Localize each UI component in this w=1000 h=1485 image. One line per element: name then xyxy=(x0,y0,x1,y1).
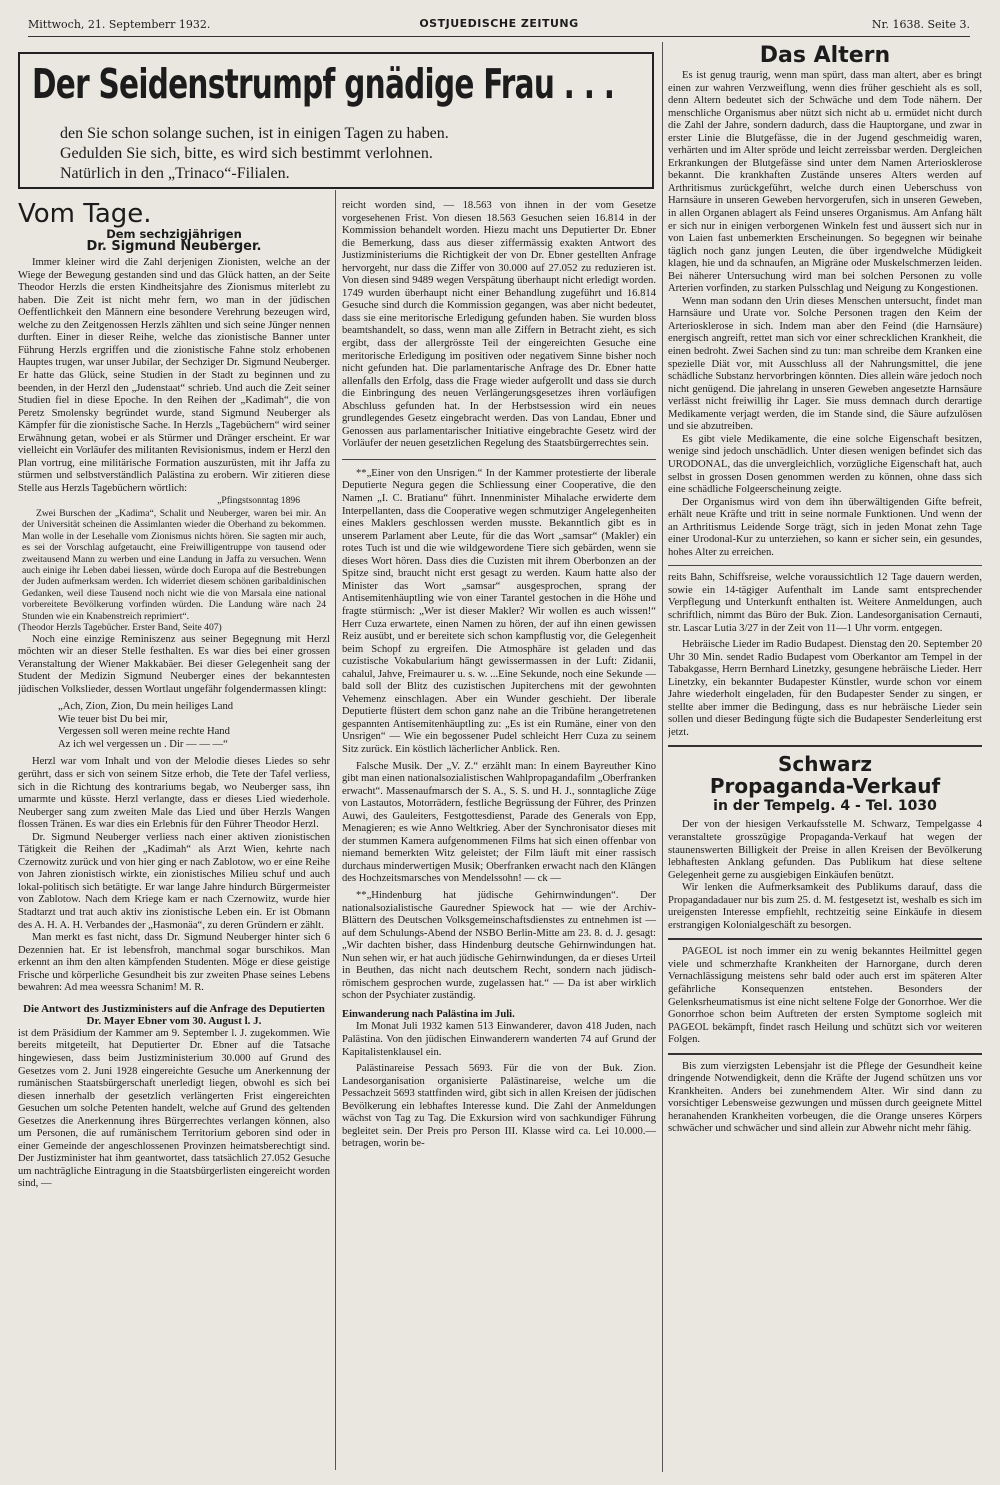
divider-line xyxy=(342,459,656,460)
article-title: Das Altern xyxy=(759,43,891,68)
paragraph: Herzl war vom Inhalt und von der Melodie dieses Liedes so sehr gerührt, dass er sich von seinem Sitze erhob, die Tete der Tafel verliess, sich in die Richtung des kontrariums begab, wo Neuberger sass, ihn umarmte und küsste. Herzl verlangte, dass er dieses Lied wiederhole. Neuberger sang zum zweiten Male das Lied und über Herzls Wangen flossen Tränen. Es war dies ein Erlebnis für den Führer Theodor Herzl. xyxy=(18,756,330,831)
paragraph: Wir lenken die Aufmerksamkeit des Publikums darauf, dass die Propagandadauer nur bis zum 25. d. M. festgesetzt ist, weshalb es sich im ureigensten Interesse empfiehlt, rechtzeitig seine Einkäufe in diesem erstrangigen Kolonialgeschäft zu besorgen. xyxy=(668,882,982,931)
ad-headline: Der Seidenstrumpf gnädige Frau . . . xyxy=(32,60,615,108)
header-page-number: Nr. 1638. Seite 3. xyxy=(871,18,970,31)
divider-line xyxy=(668,938,982,940)
paragraph: **„Einer von den Unsrigen.“ In der Kammer protestierte der liberale Deputierte Negura gegen die Schliessung einer Cooperative, die den Namen „I. C. Bratianu“ führt. Innenminister Mihalache erwiderte dem Interpellanten, dass die Cooperative wegen schmutziger Angelegenheiten eines Maklers geschlossen werden musste. Bekanntlich gibt es in unserem Parlament aber Leute, für die das Wort „samsar“ (Makler) ein rotes Tuch ist und die wie wildgewordene Tiere sich gebärden, wenn sie dieses Wort hören. Dass dies die Cuzisten mit ihrem Oberbonzen an der Spitze sind, braucht nicht erst gesagt zu werden. Kaum hatte also der Minister das Wort „samsar“ ausgesprochen, sprang der Antisemitenhäuptling wie von einer Tarantel gestochen in die Höhe und fragte stürmisch: „Wer ist dieser Makler? Wir wollen es auch wissen!“ Herr Cuza erwartete, einen Namen zu hören, der auf ihn einen gewissen Reiz ausübt, und er bereitete sich schon kampflustig vor, die Gelegenheit beim Schopf zu ergreifen. Die Atmosphäre ist geladen und das cuzistische Vokabularium hängt gewissermassen in der Luft: Zidanii, cahalul, Jahve, Freimaurer u. s. w. ...Eine Sekunde, noch eine Sekunde — bald soll der Blitz des cuzistischen Jupiterchens mit der gewohnten Vehemenz einschlagen. Aber ein Wunder geschieht. Der liberale Deputierte flüstert dem schon ganz nahe an die Tribüne herangetretenen gespannten Antisemitenhäuptling zu: „Es ist ein Rumäne, einer von den Unsrigen“ — Wie ein begossener Pudel schleicht Herr Cuza zu seinem Sitz zurück. Ein köstlich lächerlicher Anblick. Ren. xyxy=(342,467,656,755)
poem-line: Vergessen soll weren meine rechte Hand xyxy=(58,726,230,738)
ad-title: Propaganda-Verkauf xyxy=(709,774,941,799)
article-title: Die Antwort des Justizministers auf die Anfrage des Deputierten Dr. Mayer Ebner vom 30. August l. J. xyxy=(23,1002,325,1028)
poem-line: Wie teuer bist Du bei mir, xyxy=(58,713,168,725)
paragraph: reits Bahn, Schiffsreise, welche voraussichtlich 12 Tage dauern werden, sowie ein 14-tägiger Aufenthalt im Lande samt entsprechender Verpflegung und Unterkunft enthalten ist. Weitere Anmeldungen, auch schriftlich, nimmt das Büro der Buk. Zion. Landesorganisation Cernauti, str. Lascar Lutia 3/27 in der Zeit von 11—1 Uhr vorm. entgegen. xyxy=(668,572,982,634)
section-title: Vom Tage. xyxy=(18,200,152,229)
paragraph: Dr. Sigmund Neuberger verliess nach einer aktiven zionistischen Tätigkeit die Reihen der „Kadimah“ als Arzt Wien, kehrte nach Czernowitz zurück und von hier ging er nach Zablotow, wo er eine Reihe von Jahren zionistisch wirkte, ein zionistisches Milieu schuf und auch lokal-politisch sich betätigte. Er war lange Jahre hindurch Bürgermeister von Zablotow. Nach dem Kriege kam er nach Czernowitz, wurde hier Stadtarzt und trat auch aktiv ins zionistische Leben ein. Er ist Obmann des A. H. A. H. Verbandes der „Hasmonäa“, zu deren Gründern er zählt. xyxy=(18,831,330,931)
column-divider xyxy=(662,42,663,1472)
column-1 xyxy=(18,200,330,1475)
paragraph: Bis zum vierzigsten Lebensjahr ist die Pflege der Gesundheit keine dringende Notwendigkeit, denn die Kräfte der Jugend schützen uns vor Krankheiten. Anders bei zunehmendem Alter. Wir sind dann zu vorsichtiger Lebensweise gezwungen und müssen durch geeignete Mittel heranahenden Krankheiten vorbeugen, die die Orange unseres Körpers schwächer und schwächer und sind allein zur Abwehr nicht mehr fähig. xyxy=(668,1060,982,1135)
paragraph: **„Hindenburg hat jüdische Gehirnwindungen“. Der nationalsozialistische Gauredner Spiewock hat — wie der Archiv-Blättern des Deutschen Volksgemeinschaftsdienstes zu entnehmen ist — auf dem Schulungs-Abend der NSBO Berlin-Mitte am 23. 8. d. J. gesagt: „Wir dachten bisher, dass Hindenburg deutsche Gehirnwindungen hat. Nun sehen wir, er hat auch jüdische Gehirnwindungen, da er dieses Urteil in Beuthen, das nicht nach deutschem Recht, sondern nach jüdisch-römischem gesprochen wurde, zugelassen hat.“ — Da ist aber wirklich schon der Psychiater zuständig. xyxy=(342,889,656,1002)
divider-line xyxy=(668,1053,982,1055)
ad-subtitle: in der Tempelg. 4 - Tel. 1030 xyxy=(713,798,937,815)
paragraph: Palästinareise Pessach 5693. Für die von der Buk. Zion. Landesorganisation organisierte Palästinareise, welche um die Pessachzeit 5693 stattfinden wird, gibt sich in allen Kreisen der jüdischen Bevölkerung ein lebhaftes Interesse kund. Die Zahl der Anmeldungen wächst von Tag zu Tag. Die Exkursion wird von sachkundiger Führung begleitet sein. Der Preis pro Person III. Klasse wird ca. Lei 10.000.— betragen, worin be- xyxy=(342,1063,656,1150)
paragraph: Wenn man sodann den Urin dieses Menschen untersucht, findet man Harnsäure und Urate vor. Solche Personen tragen den Keim der Arteriosklerose in sich. Indem man aber den Feind (die Harnsäure) energisch angreift, rettet man sich vor einer schrecklichen Krankheit, die einen bedroht. Zwei Sachen sind zu tun: man schreibe dem Kranken eine spezielle Diät vor, mit Ausschluss all der Nahrungsmittel, die jene schädliche Substanz hervorbringen könnten. Dies allein wäre jedoch noch nicht genügend. Die jahrelang in unseren Geweben angesetzte Harnsäure verlässt nicht freiwillig ihr Lager. Sie muss demnach durch derartige Medikamente verjagt werden, die im Stande sind, die Säure aufzulösen und sie abzutreiben. xyxy=(668,295,982,433)
ad-line: Gedulden Sie sich, bitte, es wird sich bestimmt verlohnen. xyxy=(60,145,433,162)
paragraph: Es ist genug traurig, wenn man spürt, dass man altert, aber es bringt einen zur wahren Verzweiflung, wenn dies früher geschieht als es soll, denn Altern bedeutet sich der Schwäche und dem Tode nähern. Der menschliche Organismus aber nützt sich nicht ab u. ermüdet nicht durch die Zahl der Jahre, sondern dadurch, dass die Hauptorgane, und zwar in erster Linie die Blutgefässe, die in der Jugend geschmeidig waren, verhärten und im Alter spröde und leicht zerreissbar werden. Dergleichen Erkrankungen der Blutgefässe sind unter dem Namen Arteriosklerose bekannt. Die krankhaften Zustände unseres Alters werden auf Arthritismus zurückgeführt, welche durch einen Ueberschuss von Harnsäure in unseren Geweben hervorgerufen, sich in unseren Geweben, in allen Organen ablagert als Feind unseres Organismus. Am Anfang hält er sich nur in einigen verborgenen Winkeln fest und äussert sich nur in von Laien fast unbemerkten Erscheinungen. So begegnen wir beinahe täglich noch ganz jungen Leuten, die über irgendwelche Müdigkeit klagen, hie und da schnaufen, an Migräne oder Muskelschmerzen leiden. Bei näherer Untersuchung wird man bei solchen Personen zu volle Arterien vorfinden, zu starken Pulsschlag und Neigung zu Kongestionen. xyxy=(668,70,982,295)
article-title: Dr. Sigmund Neuberger. xyxy=(86,238,262,254)
paragraph: ist dem Präsidium der Kammer am 9. September l. J. zugekommen. Wie bereits mitgeteilt, hat Deputierter Dr. Ebner auf die Tatsache hingewiesen, dass beim Justizministerium 30.000 auf Grund des Gesetzes vom 2. Juni 1928 eingereichte Gesuche um Anerkennung der rumänischen Staatsbürgerschaft unerledigt liegen, obwohl es sich bei diesen innerhalb der gesetzlich verlängerten Frist eingereichten Gesuchen um solche Petenten handelt, welche auf Grund des geltenden Gesetzes die Anerkennung ihres Bürgerrechtes verlangen können, also um Personen, die auf rumänischem Territorium geboren sind oder in einer Gemeinde der angeschlossenen Provinzen heimatsberechtigt sind. Der Justizminister hat ihm geantwortet, dass tatsächlich 27.052 Gesuche um nachträgliche Eintragung in die Staatsbürgerlisten eingereicht worden sind, — xyxy=(18,1027,330,1190)
poem-line: Az ich wel vergessen un . Dir — — —“ xyxy=(58,738,228,750)
column-2 xyxy=(342,200,656,1475)
header-newspaper-name: OSTJUEDISCHE ZEITUNG xyxy=(419,17,579,30)
paragraph: Im Monat Juli 1932 kamen 513 Einwanderer, davon 418 Juden, nach Palästina. Von den jüdischen Einwanderern wanderten 74 auf Grund der Kapitalistenklausel ein. xyxy=(342,1021,656,1058)
paragraph: Immer kleiner wird die Zahl derjenigen Zionisten, welche an der Wiege der Bewegung gestanden sind und das Glück hatten, an der Seite Theodor Herzls die ersten Kindheitsjahre des Zionismus miterlebt zu haben. Die Zeit ist nicht mehr fern, wo man in der jüdischen Oeffentlichkeit den Männern eine besondere Verehrung bezeugen wird, welche zu den Zeitgenossen Herzls zählten und sich seine Jünger nennen durften. Einer in dieser Reihe, welche das zionistische Banner unter Führung Herzls ergriffen und die zionistische Fahne stolz erhobenen Hauptes trugen, war unser Jubilar, der Sechziger Dr. Sigmund Neuberger. Er hatte das Glück, seine Studien in der Stadt zu beginnen und zu beenden, in der Herzl den „Judenstaat“ schrieb. Und auch die Zeit seiner Studien fiel in diese Epoche. In den Reihen der „Kadimah“, die von Peretz Smolensky begründet wurde, stand Sigmund Neuberger als Kämpfer für die zionistische Sache. In Herzls „Tagebüchern“ wird seiner Erwähnung getan, wobei er als Stürmer und Dränger erscheint. Er war vielleicht ein Vorläufer des militanten Revisionismus, indem er Herzl den Plan vortrug, eine militärische Formation auszurüsten, mit ihr Jaffa zu stürmen und selbstverständlich Palästina zu erobern. Wir zitieren diese Stelle aus Herzls Tagebüchern wörtlich: xyxy=(18,257,330,494)
quote-source: (Theodor Herzls Tagebücher. Erster Band, Seite 407) xyxy=(18,622,222,634)
ad-body xyxy=(60,124,449,184)
paragraph: Falsche Musik. Der „V. Z.“ erzählt man: In einem Bayreuther Kino gibt man einen nationalsozialistischen Wahlpropagandafilm „Oberfranken erwacht“. Massenaufmarsch der S. A., S. S. und H. J., sonntagliche Züge von Lastautos, Motorrädern, festliche Begrüssung der Führer, des Prinzen Auwi, des Gauleiters, Festgottesdienst, Parade des Generals von Epp, Menagieren; es wie Anno Weltkrieg. Aber der Synchronisator dieses mit der stummen Kamera aufgenommenen Films hat sich einen offenbar von niemand bemerkten Witz geleistet; der Film läuft mit einer rassisch durchaus minderwertigen Musik; Oberfranken erwacht nach den Klängen des Hochzeitsmarsches von Mendelssohn! — ck — xyxy=(342,760,656,885)
column-3 xyxy=(668,42,982,1477)
poem-line: „Ach, Zion, Zion, Du mein heiliges Land xyxy=(58,701,234,713)
paragraph: Es gibt viele Medikamente, die eine solche Eigenschaft besitzen, wenige sind jedoch unschädlich. Unter diesen wenigen befindet sich das URODONAL, das die unvergleichlich, vorzügliche Eigenschaft hat, auch selbst in grossen Dosen genommen werden zu können, ohne dass sich eine schädliche Folgeerscheinung zeigte. xyxy=(668,433,982,496)
paragraph: Noch eine einzige Reminiszenz aus seiner Begegnung mit Herzl möchten wir an dieser Stelle festhalten. Es war dies bei einer grossen Veranstaltung der Wiener Makkabäer. Bei dieser Gelegenheit sang der Student der Medizin Sigmund Neuberger eines der bekanntesten jüdischen Volkslieder, dessen Wortlaut ungefähr folgendermassen klingt: xyxy=(18,633,330,695)
divider-line xyxy=(668,745,982,747)
divider-line xyxy=(668,565,982,566)
stocking-advertisement xyxy=(18,52,654,189)
herzl-quote: Zwei Burschen der „Kadima“, Schalit und Neuberger, waren bei mir. An der Universität scheinen die Assimlanten wieder die Oberhand zu bekommen. Man wolle in der Lesehalle vom Zionismus nichts hören. Sie sagten mir auch, es sei der Vorschlag aufgetaucht, eine Freiwilligentruppe von tausend oder zweitausend Mann zu werben und eine Landung in Jaffa zu versuchen. Wenn auch einige ihr Leben dabei liessen, würde doch Europa auf die Bestrebungen der Juden aufmerksam werden. Ich widerriet diesem schönen garibaldinischen Gedanken, weil diese Tausend noch nicht wie die von Marsala eine national vorbereitete Bevölkerung vorfinden würden. Die Landung wäre nach 24 Stunden wie ein Knabenstreich reprimiert“. xyxy=(22,508,326,622)
paragraph: Der Organismus wird von dem ihn überwältigenden Gifte befreit, erhält neue Kräfte und tritt in seine normale Funktionen. Und wenn der an Arthritismus Leidende Sorge trägt, sich in jeden Monat zehn Tage einer Urodonal-Kur zu unterziehen, so kann er sicher sein, ein gesundes, hohes Alter zu erreichen. xyxy=(668,496,982,558)
ad-line: Natürlich in den „Trinaco“-Filialen. xyxy=(60,165,290,182)
paragraph: reicht worden sind, — 18.563 von ihnen in der vom Gesetze vorgesehenen Frist. Von diesen 18.563 Gesuchen seien 16.814 in der Kommission behandelt worden. Hiezu macht uns Deputierter Dr. Ebner die Bemerkung, dass aus dieser ziffermässig exakten Antwort des Justizministeriums die Richtigkeit der von Dr. Ebner gestellten Anfrage hervorgeht, nur dass die Ziffer von 30.000 auf 27.052 zu reduzieren ist. Von diesen sind 9489 wegen Verspätung überhaupt nicht erledigt worden. 1749 wurden überhaupt nicht einer Behandlung zugeführt und 16.814 Gesuche sind durch die Kommission gegangen, was aber nicht bedeutet, dass sie eine meritorische Erledigung gefunden haben. Sie wurden bloss beamtshandelt, so dass, wenn man alle Ziffern in Betracht zieht, es sich ergibt, dass der allergrösste Teil der eingereichten Gesuche eine meritorische Erledigung im positiven oder negativem Sinne bisher noch nicht gefunden hat. Die parlamentarische Anfrage des Dr. Ebner hatte allenfalls den Erfolg, dass die Frage wieder aufgerollt und dass sie durch die Einbringung des neuen Verlängerungsgesetzes ihren vorläufigen Abschluss gefunden hat. In der Herbstsession wird ein neues grundlegendes Gesetz eingebracht werden. Das von Landau, Ebner und Genossen aus parlamentarischer Initiative eingebrachte Gesetz wird der Vorläufer der neuen gesetzlichen Regelung des Staatsbürgerrechtes sein. xyxy=(342,200,656,450)
paragraph: Man merkt es fast nicht, dass Dr. Sigmund Neuberger hinter sich 6 Dezennien hat. Er ist lebensfroh, manchmal sogar burschikos. Man erkennt an ihm den alten kämpfenden Studenten. Möge er diese geistige Frische und körperliche Gesundheit bis zur zweiten Phase seines Lebens bewahren: Ad mea weessra Schanim! M. R. xyxy=(18,932,330,994)
header-date: Mittwoch, 21. Septemberr 1932. xyxy=(28,18,211,31)
column-divider xyxy=(335,190,336,1470)
ad-title: Schwarz xyxy=(778,752,872,777)
paragraph: Der von der hiesigen Verkaufsstelle M. Schwarz, Tempelgasse 4 veranstaltete grosszügige Propaganda-Verkauf hat wegen der staunenswerten Billigkeit der Preise in allen Kreisen der Bevölkerung lebhaftesten Anklang gefunden. Das Publikum hat diese seltene Gelegenheit gerne zu ausgiebigen Einkäufen benützt. xyxy=(668,819,982,881)
paragraph: Hebräische Lieder im Radio Budapest. Dienstag den 20. September 20 Uhr 30 Min. sendet Radio Budapest vom Oberkantor am Tempel in der Tabakgasse, Herrn Bernhard Linetzky, gesungene hebräische Lieder. Herr Linetzky, ein bekannter Budapester Künstler, wurde schon vor einem Jahre wiederholt eingeladen, für den Budapester Sender zu singen, er stellte aber immer die Bedingung, dass es nur hebräische Lieder sein sollen und dieser Bedingung fügte sich die Budapester Senderleitung erst jetzt. xyxy=(668,639,982,738)
poem xyxy=(58,701,330,751)
quote-date: „Pfingstsonntag 1896 xyxy=(217,495,300,507)
paragraph: PAGEOL ist noch immer ein zu wenig bekanntes Heilmittel gegen viele und schmerzhafte Krankheiten der Harnorgane, durch deren Vernachlässigung meistens sehr bald oder auch erst im späteren Alter gefährliche Konsequenzen entstehen. Besonders der Gelenksrheumatismus ist eine nicht seltene Folge der Gonorrhoe. Wer die Gonorrhoe schon beim Auftreten der ersten Symptome sogleich mit PAGEOL bekämpft, findet rasch Heilung und schützt sich vor weiteren Folgen. xyxy=(668,946,982,1046)
article-subtitle: Dem sechzigjährigen xyxy=(106,227,242,241)
page-header xyxy=(28,14,970,37)
ad-line: den Sie schon solange suchen, ist in einigen Tagen zu haben. xyxy=(60,125,449,142)
article-title: Einwanderung nach Palästina im Juli. xyxy=(342,1008,515,1020)
